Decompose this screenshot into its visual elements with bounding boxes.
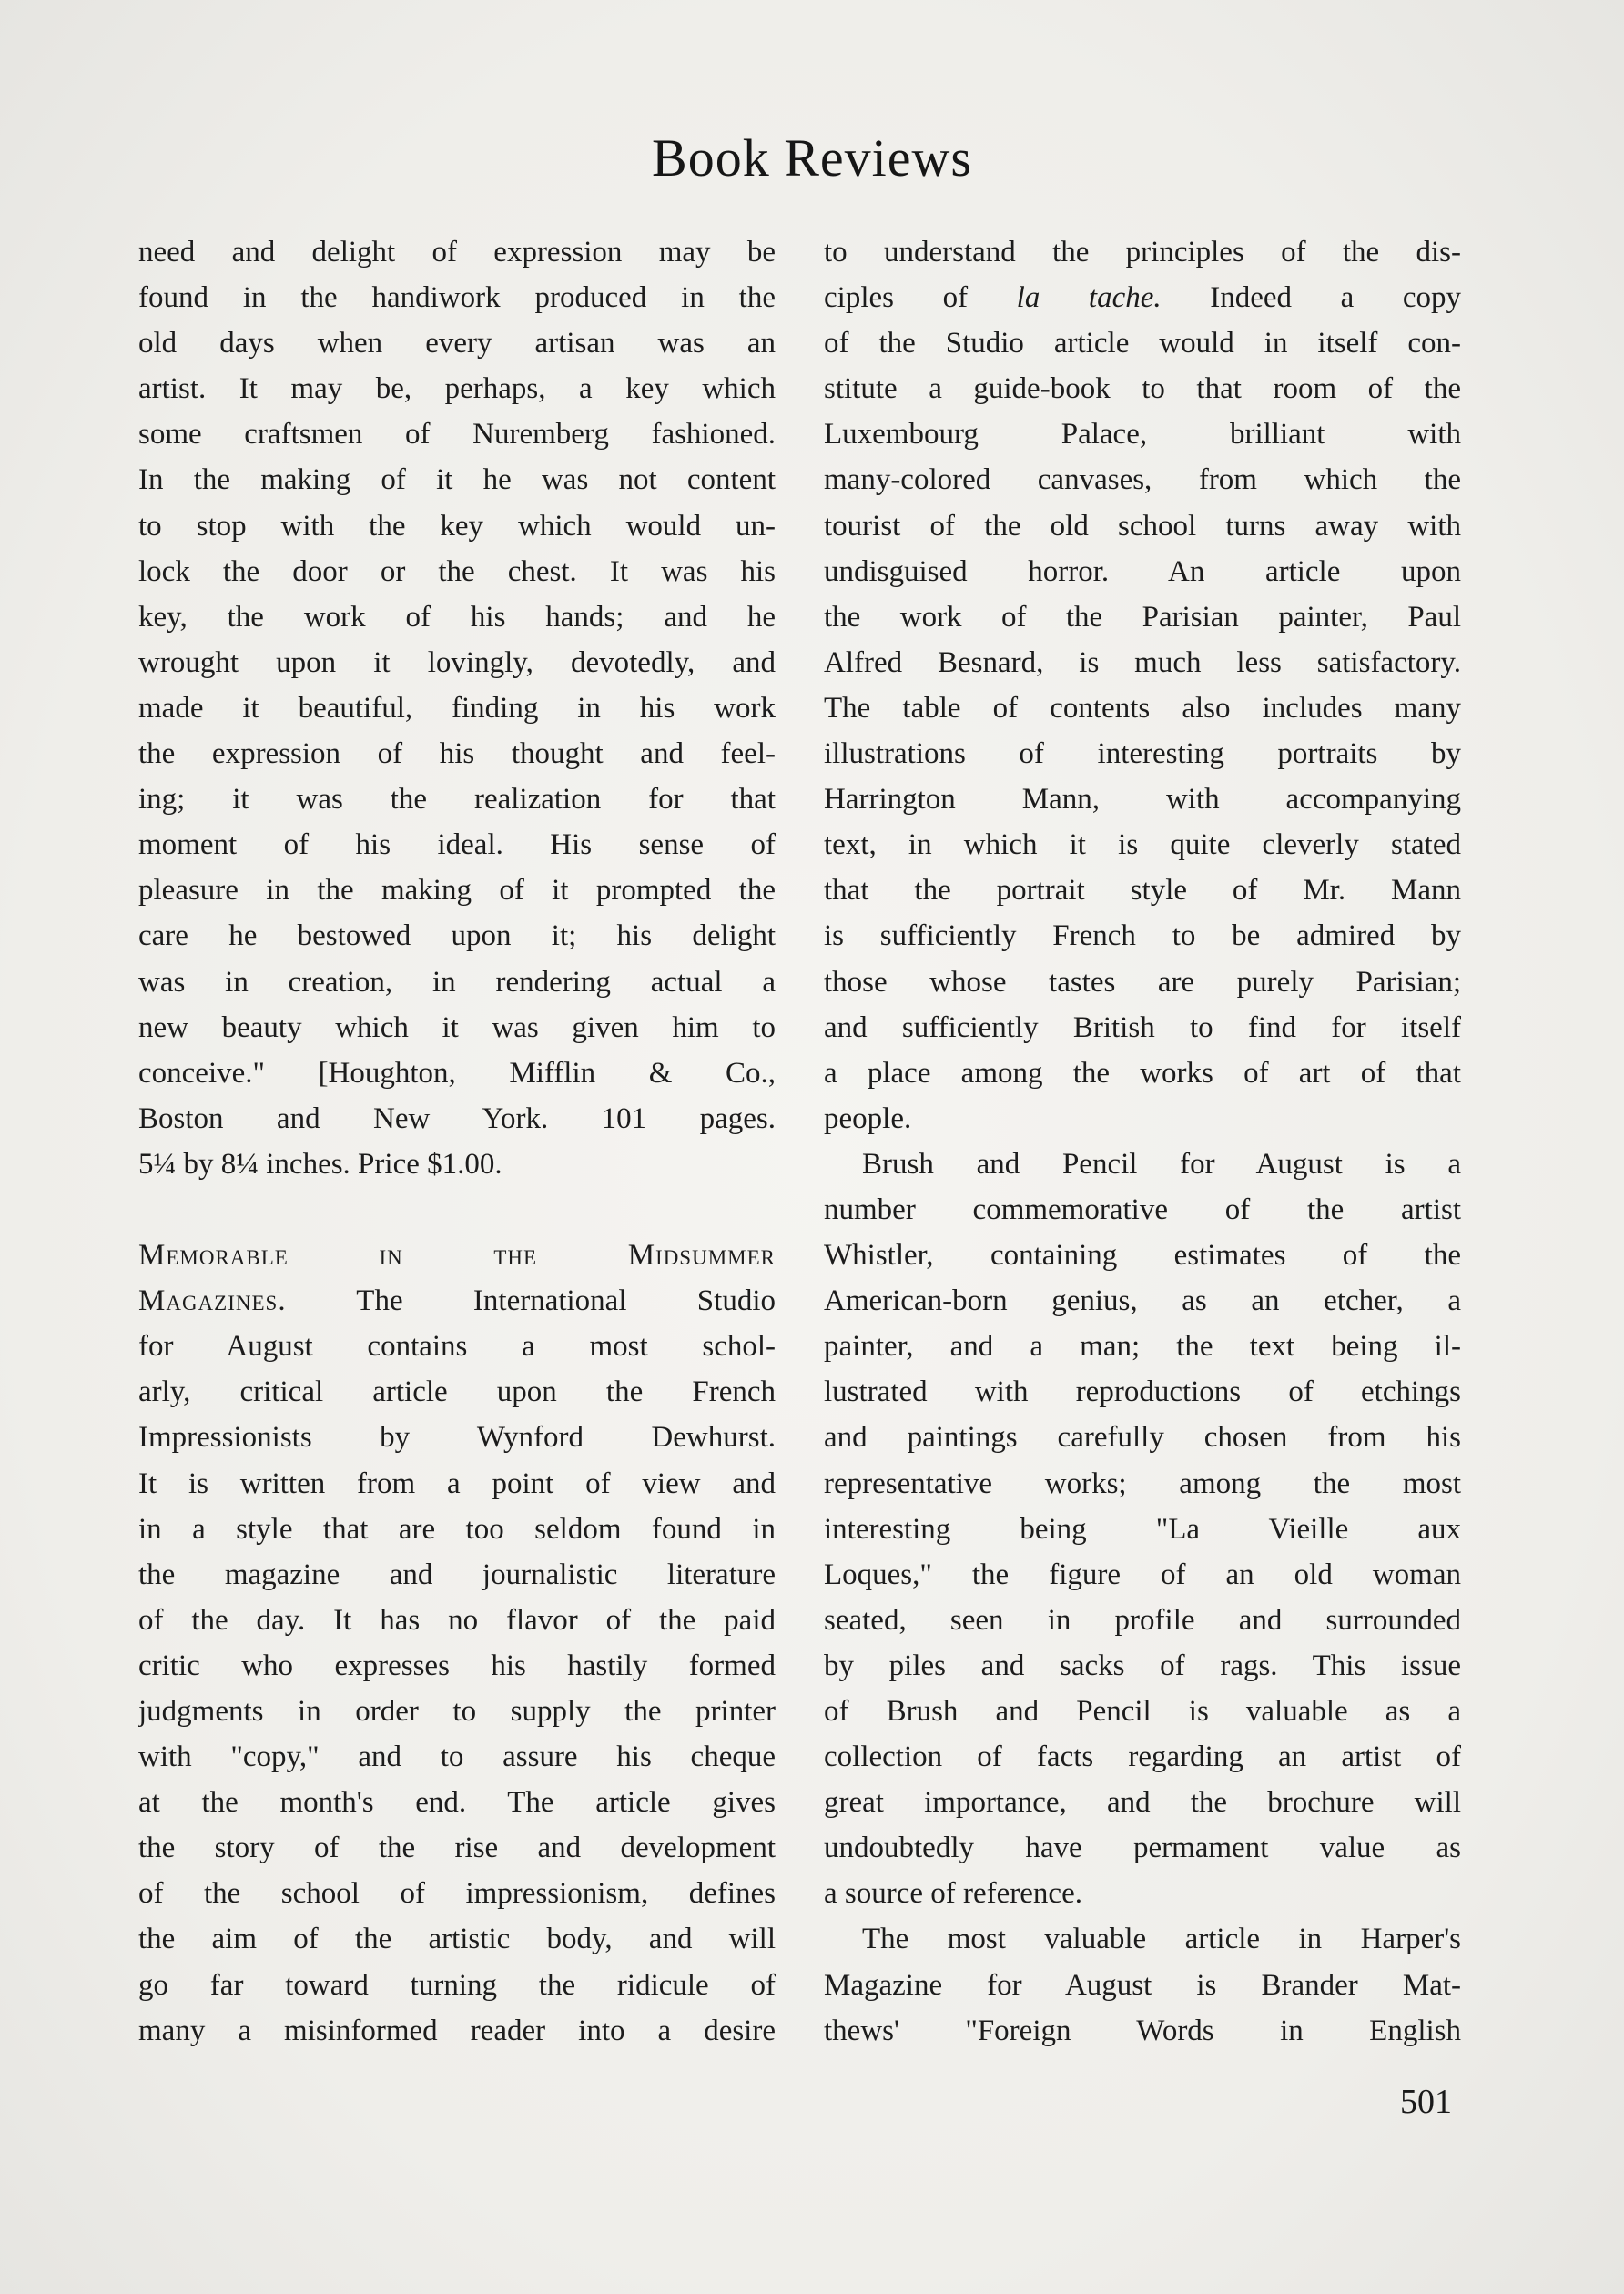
text-line: a source of reference. (824, 1877, 1082, 1911)
text-line: Boston and New York. 101 pages. (138, 1101, 776, 1135)
italic-phrase: la tache. (1016, 281, 1162, 315)
text-line: old days when every artisan was an (138, 327, 776, 360)
text-line: was in creation, in rendering actual a (138, 965, 776, 999)
text-line: It is written from a point of view and (138, 1467, 776, 1500)
text-line: the magazine and journalistic literature (138, 1558, 776, 1591)
text-line: conceive." [Houghton, Mifflin & Co., (138, 1056, 776, 1090)
text-line: and paintings carefully chosen from his (824, 1421, 1461, 1455)
text-line: Magazine for August is Brander Mat- (824, 1968, 1461, 2002)
text-line: found in the handiwork produced in the (138, 281, 776, 315)
text-line: of the Studio article would in itself con- (824, 327, 1461, 360)
text-line: a place among the works of art of that (824, 1056, 1461, 1090)
text-line: great importance, and the brochure will (824, 1786, 1461, 1820)
text-line: to stop with the key which would un- (138, 509, 776, 543)
text-line: interesting being "La Vieille aux (824, 1512, 1461, 1546)
text-line: go far toward turning the ridicule of (138, 1968, 776, 2002)
text-line: the work of the Parisian painter, Paul (824, 600, 1461, 634)
right-column (824, 229, 1461, 2054)
text-line: at the month's end. The article gives (138, 1786, 776, 1820)
text-line: of the day. It has no flavor of the paid (138, 1603, 776, 1637)
text-line: the aim of the artistic body, and will (138, 1923, 776, 1956)
text-line: judgments in order to supply the printer (138, 1695, 776, 1728)
text-line: the expression of his thought and feel- (138, 737, 776, 771)
right-paragraph-3 (824, 1916, 1461, 2053)
text-line: 5¼ by 8¼ inches. Price $1.00. (138, 1147, 502, 1181)
text-line: ing; it was the realization for that (138, 783, 776, 817)
text-line: in a style that are too seldom found in (138, 1512, 776, 1546)
text-line: Harrington Mann, with accompanying (824, 783, 1461, 817)
text-line: many-colored canvases, from which the (824, 463, 1461, 497)
text-line: text, in which it is quite cleverly stated (824, 828, 1461, 862)
text-line: for August contains a most schol- (138, 1330, 776, 1364)
text-line: artist. It may be, perhaps, a key which (138, 372, 776, 406)
right-paragraph-2 (824, 1142, 1461, 1917)
section-heading-text: The International Studio (286, 1284, 776, 1318)
text-line: by piles and sacks of rags. This issue (824, 1649, 1461, 1682)
text-line: stitute a guide-book to that room of the (824, 372, 1461, 406)
text-line: new beauty which it was given him to (138, 1010, 776, 1044)
text-line: undoubtedly have permament value as (824, 1832, 1461, 1865)
text-line: seated, seen in profile and surrounded (824, 1603, 1461, 1637)
text-line: to understand the principles of the dis- (824, 236, 1461, 269)
text-line: those whose tastes are purely Parisian; (824, 965, 1461, 999)
text-line: arly, critical article upon the French (138, 1375, 776, 1409)
text-line: pleasure in the making of it prompted the (138, 874, 776, 908)
text-line-with-italic (824, 275, 1461, 320)
text-line: is sufficiently French to be admired by (824, 919, 1461, 953)
text-line: people. (824, 1101, 912, 1135)
text-line: illustrations of interesting portraits by (824, 737, 1461, 771)
text-line: lock the door or the chest. It was his (138, 554, 776, 588)
text-line: number commemorative of the artist (824, 1193, 1461, 1226)
text-line: undisguised horror. An article upon (824, 554, 1461, 588)
text-line: need and delight of expression may be (138, 236, 776, 269)
text-line: American-born genius, as an etcher, a (824, 1284, 1461, 1318)
text-line: Luxembourg Palace, brilliant with (824, 418, 1461, 452)
text-line: critic who expresses his hastily formed (138, 1649, 776, 1682)
page-number: 501 (1400, 2083, 1452, 2121)
text-fragment: ciples of (824, 281, 1017, 315)
section-heading-caps: Magazines. (138, 1284, 287, 1318)
text-line: lustrated with reproductions of etchings (824, 1375, 1461, 1409)
text-line: Whistler, containing estimates of the (824, 1239, 1461, 1273)
text-fragment: Indeed a copy (1161, 281, 1461, 315)
section-heading-continued (138, 1278, 776, 1324)
text-line: wrought upon it lovingly, devotedly, and (138, 645, 776, 679)
text-line: The most valuable article in Harper's (862, 1923, 1461, 1956)
text-line: of Brush and Pencil is valuable as a (824, 1695, 1461, 1728)
text-line: with "copy," and to assure his cheque (138, 1741, 776, 1774)
left-paragraph-2 (138, 1233, 776, 2054)
text-line: representative works; among the most (824, 1467, 1461, 1500)
section-heading: Memorable in the Midsummer (138, 1239, 776, 1273)
text-line: of the school of impressionism, defines (138, 1877, 776, 1911)
text-line: Alfred Besnard, is much less satisfactory. (824, 645, 1461, 679)
text-line: some craftsmen of Nuremberg fashioned. (138, 418, 776, 452)
text-line: Impressionists by Wynford Dewhurst. (138, 1421, 776, 1455)
text-line: that the portrait style of Mr. Mann (824, 874, 1461, 908)
page-title: Book Reviews (652, 128, 972, 188)
text-line: care he bestowed upon it; his delight (138, 919, 776, 953)
right-paragraph-1 (824, 229, 1461, 1142)
text-line: collection of facts regarding an artist of (824, 1741, 1461, 1774)
left-column (138, 229, 776, 2054)
text-line: The table of contents also includes many (824, 691, 1461, 725)
text-line: made it beautiful, finding in his work (138, 691, 776, 725)
text-line: the story of the rise and development (138, 1832, 776, 1865)
text-line: many a misinformed reader into a desire (138, 2014, 776, 2047)
text-line: and sufficiently British to find for itself (824, 1010, 1461, 1044)
text-line: In the making of it he was not content (138, 463, 776, 497)
text-line: thews' "Foreign Words in English (824, 2014, 1461, 2047)
text-line: painter, and a man; the text being il- (824, 1330, 1461, 1364)
paragraph-spacer (138, 1187, 776, 1233)
text-line: key, the work of his hands; and he (138, 600, 776, 634)
text-line: tourist of the old school turns away with (824, 509, 1461, 543)
left-paragraph-1 (138, 229, 776, 1187)
text-line: Brush and Pencil for August is a (862, 1147, 1461, 1181)
text-line: moment of his ideal. His sense of (138, 828, 776, 862)
text-line: Loques," the figure of an old woman (824, 1558, 1461, 1591)
